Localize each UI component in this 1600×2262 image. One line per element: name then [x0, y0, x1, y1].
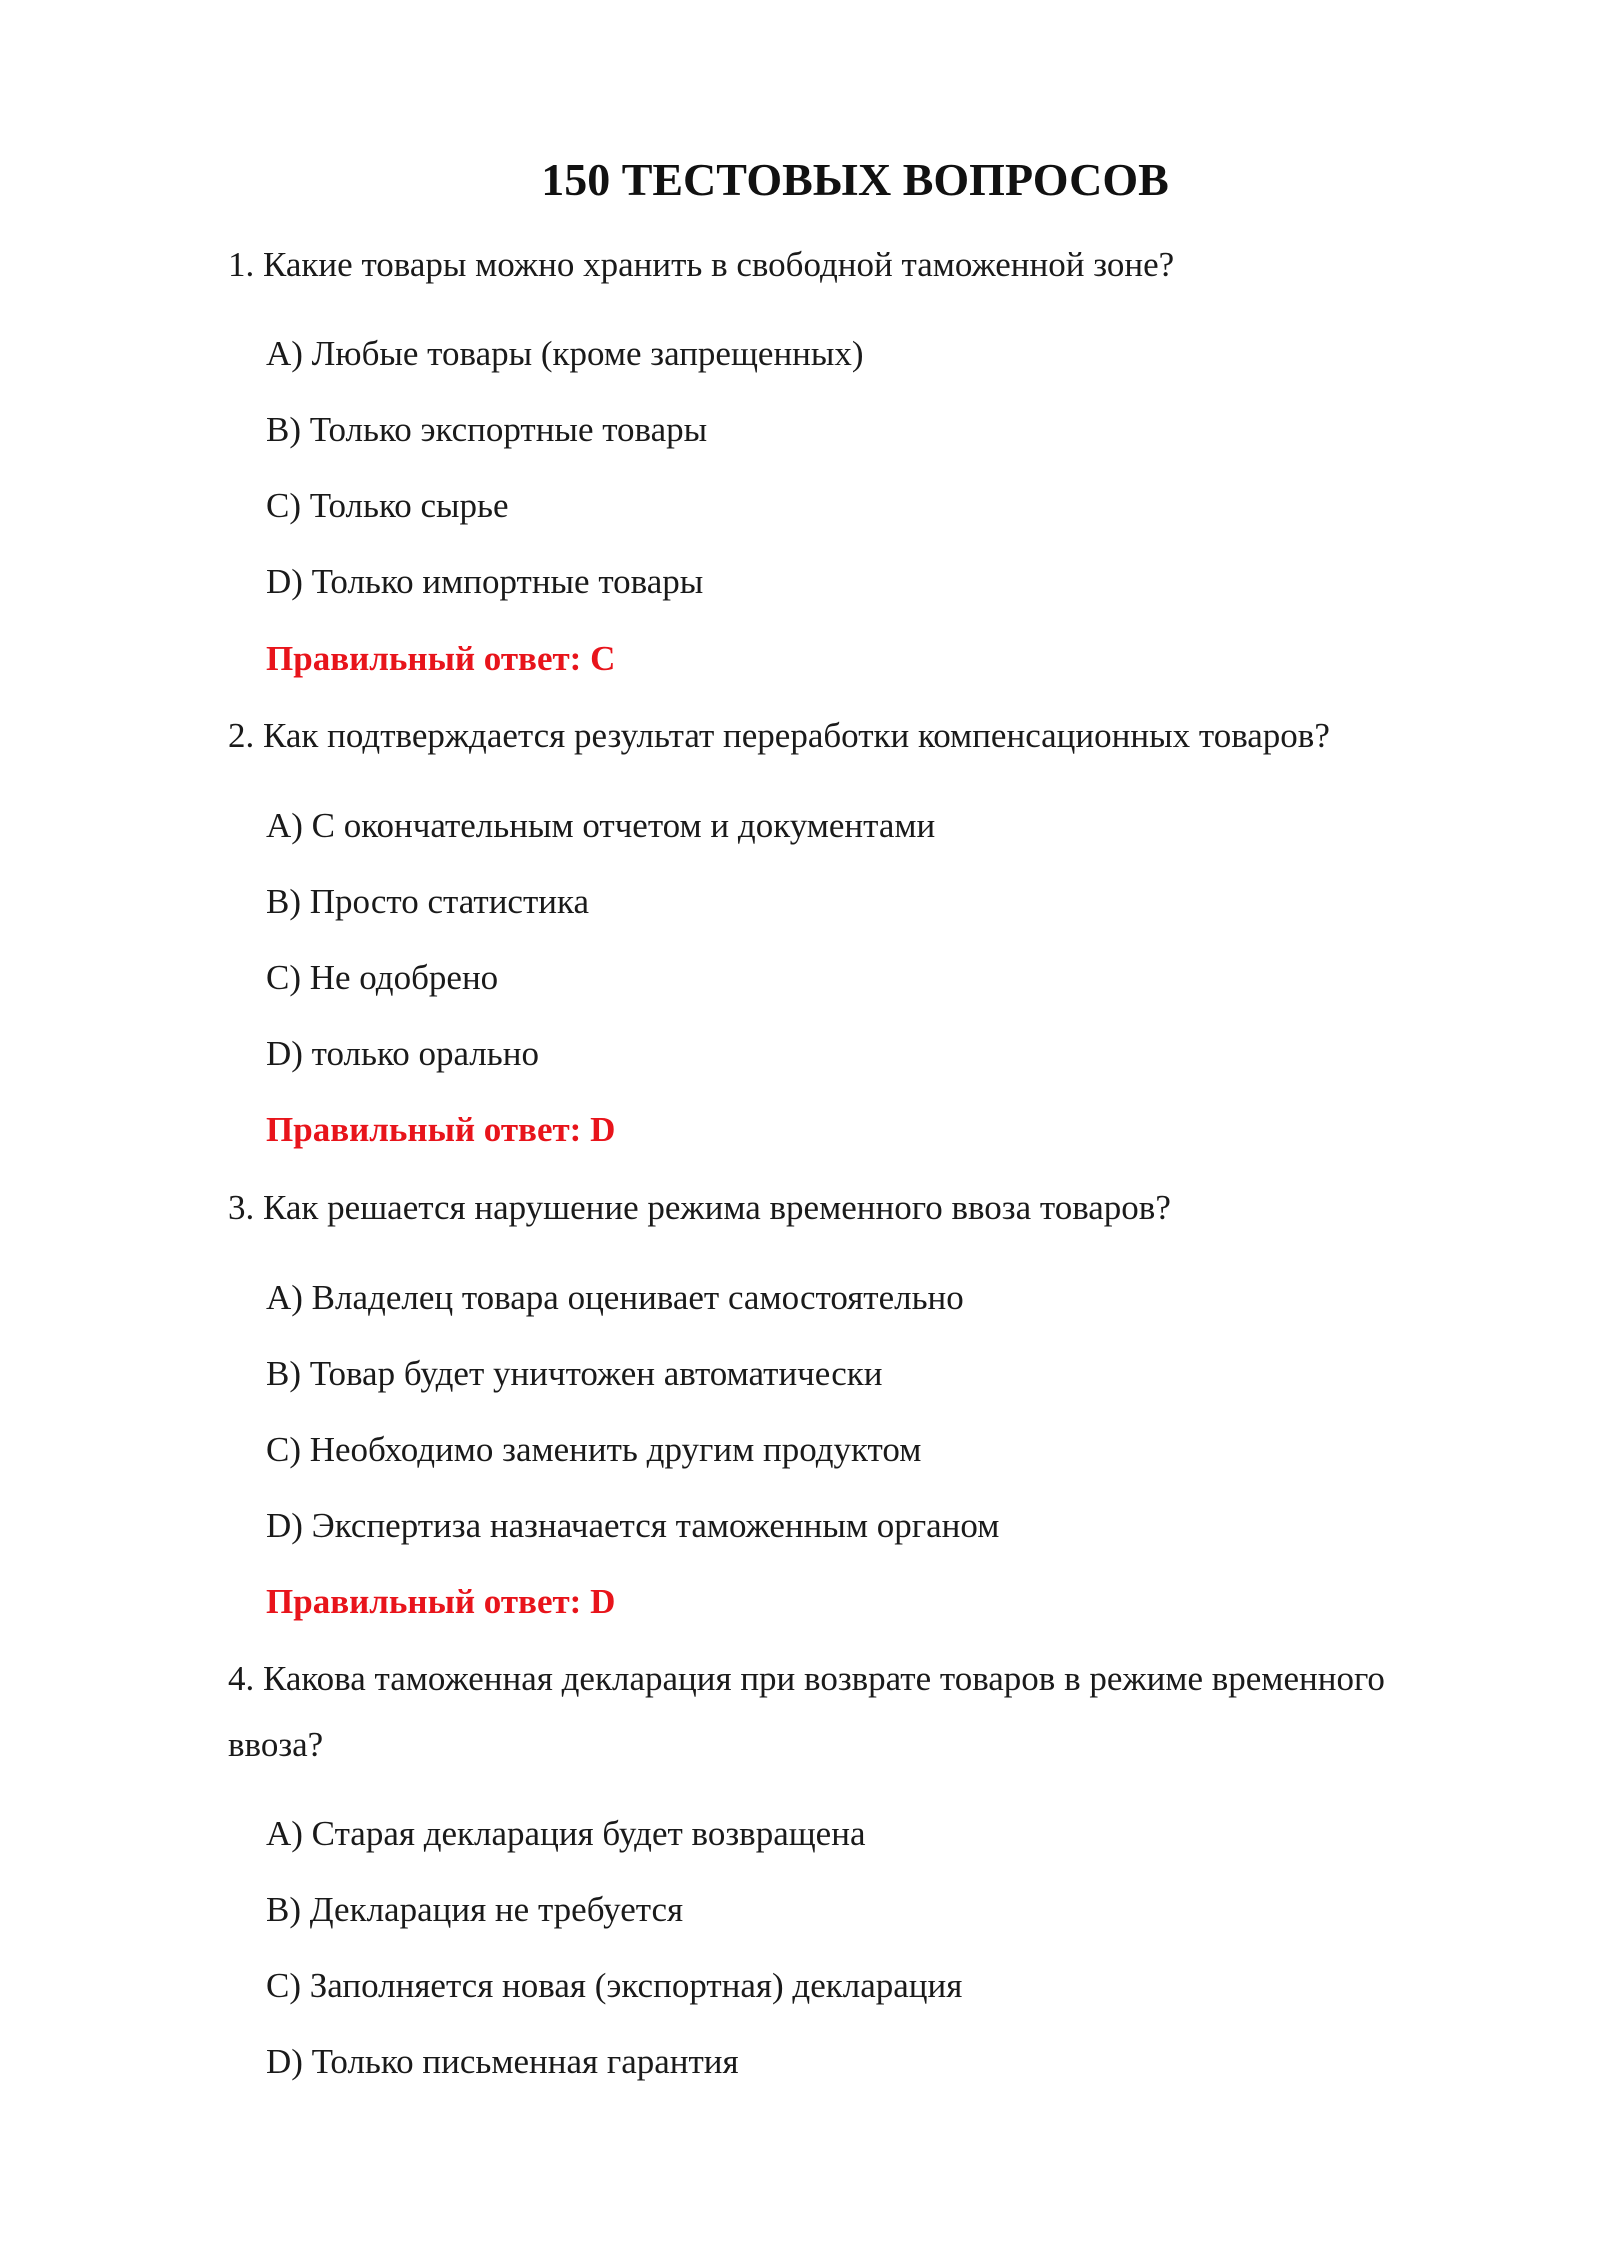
option-a: A) Старая декларация будет возвращена: [266, 1814, 866, 1853]
option-d: D) Только письменная гарантия: [266, 2042, 739, 2081]
option-a: A) Любые товары (кроме запрещенных): [266, 334, 864, 373]
option-a: A) С окончательным отчетом и документами: [266, 806, 936, 845]
option-b: B) Только экспортные товары: [266, 410, 708, 449]
correct-answer: Правильный ответ: C: [266, 639, 616, 678]
correct-answer: Правильный ответ: D: [266, 1582, 616, 1621]
question-text: 3. Как решается нарушение режима временного ввоза товаров?: [228, 1188, 1171, 1227]
option-b: B) Декларация не требуется: [266, 1890, 684, 1929]
option-a: A) Владелец товара оценивает самостоятельно: [266, 1278, 964, 1317]
option-d: D) Экспертиза назначается таможенным органом: [266, 1506, 1000, 1545]
option-b: B) Товар будет уничтожен автоматически: [266, 1354, 883, 1393]
correct-answer: Правильный ответ: D: [266, 1110, 616, 1149]
option-d: D) только орально: [266, 1034, 539, 1073]
option-c: C) Только сырье: [266, 486, 509, 525]
option-c: C) Необходимо заменить другим продуктом: [266, 1430, 922, 1469]
option-d: D) Только импортные товары: [266, 562, 704, 601]
question-text: 1. Какие товары можно хранить в свободной таможенной зоне?: [228, 245, 1175, 284]
question-text: 4. Какова таможенная декларация при возврате товаров в режиме временного ввоза?: [228, 1659, 1385, 1764]
option-b: B) Просто статистика: [266, 882, 589, 921]
option-c: C) Заполняется новая (экспортная) декларация: [266, 1966, 963, 2005]
page-title: 150 ТЕСТОВЫХ ВОПРОСОВ: [541, 154, 1169, 205]
question-text: 2. Как подтверждается результат переработки компенсационных товаров?: [228, 716, 1330, 755]
option-c: C) Не одобрено: [266, 958, 499, 997]
